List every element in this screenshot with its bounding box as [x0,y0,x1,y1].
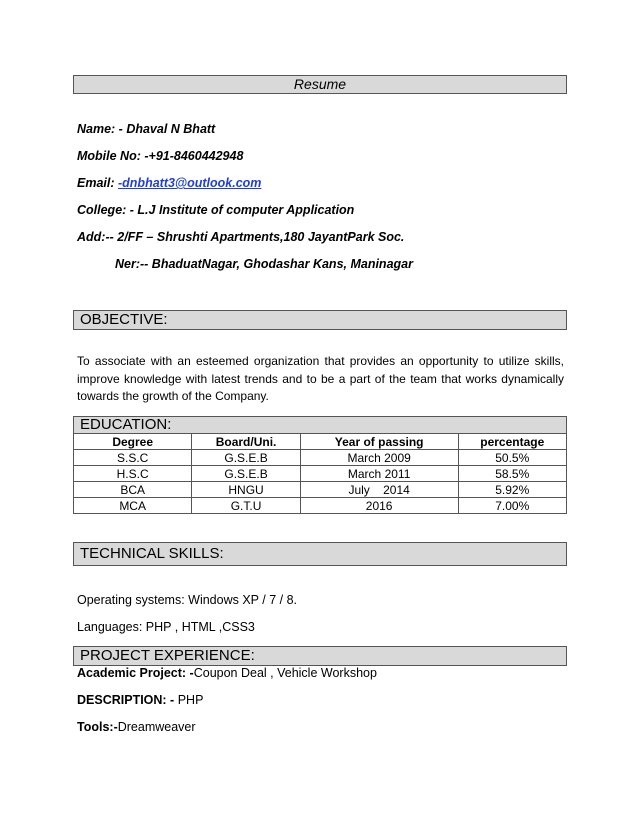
academic-project-value: Coupon Deal , Vehicle Workshop [193,666,377,680]
cell-degree: S.S.C [74,450,192,466]
education-table [73,433,567,514]
cell-degree: H.S.C [74,466,192,482]
description-label: DESCRIPTION: - [77,693,178,707]
resume-title: Resume [73,75,567,94]
objective-text: To associate with an esteemed organization that provides an opportunity to utilize skills, improve knowledge with latest trends and to be a part of the team that works dynamically towards the growth of the Company. [77,354,564,403]
academic-project-line [77,666,377,680]
cell-percentage: 58.5% [458,466,566,482]
email-label: Email: [77,176,118,190]
cell-percentage: 50.5% [458,450,566,466]
cell-board: G.S.E.B [192,466,300,482]
table-row [74,498,567,514]
email-link[interactable]: -dnbhatt3@outlook.com [118,176,262,190]
col-board: Board/Uni. [192,434,300,450]
email-line [77,176,261,190]
col-percentage: percentage [458,434,566,450]
cell-degree: BCA [74,482,192,498]
mobile-line: Mobile No: -+91-8460442948 [77,149,244,163]
cell-board: G.S.E.B [192,450,300,466]
tools-line [77,720,196,734]
project-heading: PROJECT EXPERIENCE: [73,646,567,666]
tools-label: Tools:- [77,720,118,734]
address-line-1: Add:-- 2/FF – Shrushti Apartments,180 JayantPark Soc. [77,230,405,244]
col-year: Year of passing [300,434,458,450]
college-line: College: - L.J Institute of computer Application [77,203,355,217]
cell-year: March 2009 [300,450,458,466]
skills-heading: TECHNICAL SKILLS: [73,542,567,566]
cell-year: July 2014 [300,482,458,498]
cell-percentage: 7.00% [458,498,566,514]
name-line: Name: - Dhaval N Bhatt [77,122,216,136]
skills-languages: Languages: PHP , HTML ,CSS3 [77,620,255,634]
objective-heading: OBJECTIVE: [73,310,567,330]
cell-percentage: 5.92% [458,482,566,498]
cell-board: HNGU [192,482,300,498]
tools-value: Dreamweaver [117,720,196,734]
table-row [74,450,567,466]
education-heading: EDUCATION: [73,416,567,434]
col-degree: Degree [74,434,192,450]
cell-board: G.T.U [192,498,300,514]
academic-project-label: Academic Project: - [77,666,194,680]
description-value: PHP [177,693,204,707]
cell-degree: MCA [74,498,192,514]
address-line-2: Ner:-- BhaduatNagar, Ghodashar Kans, Maninagar [115,257,413,271]
table-row [74,466,567,482]
skills-os: Operating systems: Windows XP / 7 / 8. [77,593,297,607]
cell-year: March 2011 [300,466,458,482]
cell-year: 2016 [300,498,458,514]
table-row [74,482,567,498]
description-line [77,693,203,707]
table-header-row [74,434,567,450]
